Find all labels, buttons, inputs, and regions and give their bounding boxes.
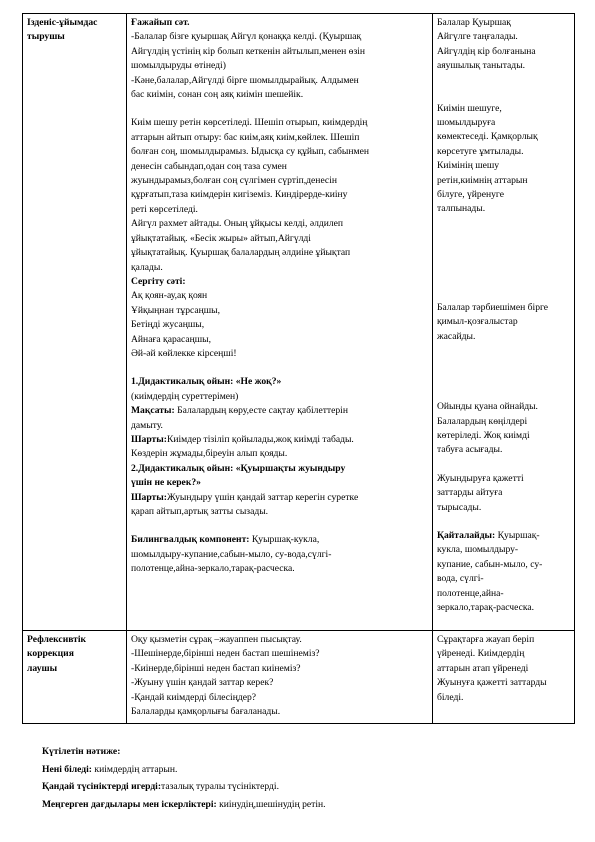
text-line: Қуыршақ- xyxy=(495,529,540,541)
text-line: (киімдердің суреттерімен) xyxy=(131,390,239,402)
knows-value: киімдердің аттарын. xyxy=(92,763,178,775)
text-line: Киімдер тізіліп қойылады,жоқ киімді табады. xyxy=(166,433,354,445)
text-line: зеркало,тарақ-расческа. xyxy=(437,601,535,613)
text-line: Айгүлге таңғалады. xyxy=(437,31,518,43)
text-line: Киімінің шешу xyxy=(437,160,500,172)
text-line: ретін,киімнің аттарын xyxy=(437,174,528,186)
text-line: Ойынды қуана ойнайды. xyxy=(437,401,538,413)
stage-label: Рефлексивтік xyxy=(27,634,87,645)
text-line: -Жуыну үшін қандай заттар керек? xyxy=(131,677,274,689)
text-line: Қуыршақ-кукла, xyxy=(249,534,320,546)
text-line: Жуындыру үшін қандай заттар керегін суретке xyxy=(166,491,359,503)
text-line: шомылдыруды өтінеді) xyxy=(131,60,226,72)
ideas-value: тазалық туралы түсініктерді. xyxy=(161,781,279,792)
text-line: Айгүлдің үстінің кір болып кеткенін айтылып,менен өзін xyxy=(131,45,366,57)
text-line: құрғатып,таза киімдерін кигіземіз. Киндірерде-киіну xyxy=(131,189,348,201)
text-line: тырысады. xyxy=(437,501,482,513)
text-line: -Киінерде,бірінші неден бастап киінеміз? xyxy=(131,662,301,674)
text-line: шомылдыруға xyxy=(437,117,496,129)
poem-line: Әй-әй көйлекке кірсеңші! xyxy=(131,347,237,359)
results-heading: Күтілетін нәтиже: xyxy=(42,746,121,757)
stage-label: лаушы xyxy=(27,662,58,674)
text-line: аяушылық танытады. xyxy=(437,60,526,72)
content-cell xyxy=(127,631,433,724)
section-heading: Сергіту сәті: xyxy=(131,275,186,287)
text-line: заттарды айтуға xyxy=(437,487,503,499)
text-line: аттарын айтып отыру: бас киім,аяқ киім,көйлек. Шешіп xyxy=(131,131,360,143)
text-line: табуға асығады. xyxy=(437,444,503,456)
section-heading: Ғажайып сәт. xyxy=(131,17,190,28)
text-line: Айгүл рахмет айтады. Оның ұйқысы келді, әлдилеп xyxy=(131,218,344,230)
result-label: Қайталайды: xyxy=(437,529,496,541)
poem-line: Ұйқыңнан тұрсаңшы, xyxy=(131,304,221,316)
stage-cell xyxy=(23,14,127,631)
text-line: вода, сүлгі- xyxy=(437,573,484,585)
text-line: жуындырамыз,болған соң сүлгімен сүртіп,денесін xyxy=(131,175,337,187)
text-line: Балалар Қуыршақ xyxy=(437,17,511,28)
text-line: аттарын атап үйренеді xyxy=(437,662,529,674)
text-line: реті көрсетіледі. xyxy=(131,203,198,215)
text-line: Сұрақтарға жауап беріп xyxy=(437,634,535,645)
text-line: полотенце,айна- xyxy=(437,587,504,599)
expected-results xyxy=(42,743,562,813)
ideas-label: Қандай түсініктерді игерді: xyxy=(42,781,162,792)
game-title: 2.Дидактикалық ойын: «Қуыршақты жуындыру xyxy=(131,462,346,474)
text-line: көрсетуге ұмтылады. xyxy=(437,145,524,157)
bilingual-label: Билингвалдық компонент: xyxy=(131,534,250,546)
skills-value: киінудің,шешінудің ретін. xyxy=(216,798,326,810)
text-line: Жуындыруға қажетті xyxy=(437,472,524,484)
text-line: Айгүлдің кір болғанына xyxy=(437,45,536,57)
text-line: қалады. xyxy=(131,261,163,273)
text-line: Жуынуға қажетті заттарды xyxy=(437,677,547,689)
text-line: Көздерін жұмады,біреуін алып қояды. xyxy=(131,448,288,460)
text-line: -Қандай киімдерді білесіңдер? xyxy=(131,691,257,703)
text-line: талпынады. xyxy=(437,203,486,215)
text-line: Балалардың көңілдері xyxy=(437,415,528,427)
text-line: бас киімін, сонан соң аяқ киімін шешейік. xyxy=(131,89,304,101)
knows-label: Нені біледі: xyxy=(42,763,93,775)
text-line: ұйықтатайық. Қуыршақ балалардың әлдиіне ұйықтап xyxy=(131,247,351,259)
text-line: қарап айтып,артық затты сызады. xyxy=(131,506,269,517)
text-line: полотенце,айна-зеркало,тарақ-расческа. xyxy=(131,563,295,575)
content-cell xyxy=(127,14,433,631)
text-line: біледі. xyxy=(437,691,464,703)
text-line: денесін сабындап,одан соң таза сумен xyxy=(131,160,287,172)
text-line: болған соң, шомылдырамыз. Ыдысқа су құйып, сабынмен xyxy=(131,146,369,158)
stage-label: коррекция xyxy=(27,648,74,660)
text-line: Киімін шешуге, xyxy=(437,102,502,114)
rules-label: Шарты: xyxy=(131,433,167,445)
text-line: -Шешінерде,бірінші неден бастап шешінеміз? xyxy=(131,648,320,660)
poem-line: Бетіңді жусаңшы, xyxy=(131,319,205,331)
skills-label: Меңгерген дағдылары мен іскерліктері: xyxy=(42,798,217,810)
game-title: үшін не керек?» xyxy=(131,477,201,489)
text-line: шомылдыру-купание,сабын-мыло, су-вода,сүлгі- xyxy=(131,548,332,560)
text-line: көмектеседі. Қамқорлық xyxy=(437,131,538,143)
lesson-plan-table xyxy=(22,13,575,724)
poem-line: Ақ қоян-ау,ақ қоян xyxy=(131,290,208,302)
text-line: ұйықтатайық. «Бесік жыры» айтып,Айгүлді xyxy=(131,232,311,244)
text-line: қимыл-қозғалыстар xyxy=(437,316,518,328)
text-line: Балалардың көру,есте сақтау қабілеттерін xyxy=(174,405,348,417)
text-line: кукла, шомылдыру- xyxy=(437,544,519,556)
game-title: 1.Дидактикалық ойын: «Не жоқ?» xyxy=(131,376,282,388)
stage-cell xyxy=(23,631,127,724)
text-line: көтеріледі. Жоқ киімді xyxy=(437,429,530,441)
text-line: жасайды. xyxy=(437,330,476,342)
text-line: Киім шешу ретін көрсетіледі. Шешіп отырып, киімдердің xyxy=(131,117,368,129)
table-row xyxy=(23,14,575,631)
text-line: Балалар тәрбиешімен бірге xyxy=(437,301,549,313)
text-line: білуге, үйренуге xyxy=(437,189,504,201)
table-row xyxy=(23,631,575,724)
text-line: купание, сабын-мыло, су- xyxy=(437,558,543,570)
text-line: -Балалар бізге қуыршақ Айгүл қонаққа келді. (Қуыршақ xyxy=(131,31,362,43)
rules-label: Шарты: xyxy=(131,491,167,503)
text-line: Балаларды қамқорлығы бағаланады. xyxy=(131,706,281,718)
children-activity-cell xyxy=(433,14,575,631)
text-line: Оқу қызметін сұрақ –жауаппен пысықтау. xyxy=(131,634,302,645)
stage-label: Ізденіс-ұйымдас тырушы xyxy=(27,17,98,43)
text-line: үйренеді. Киімдердің xyxy=(437,648,525,660)
children-activity-cell xyxy=(433,631,575,724)
poem-line: Айнаға қарасаңшы, xyxy=(131,333,212,345)
text-line: дамыту. xyxy=(131,419,163,431)
text-line: -Кәне,балалар,Айгүлді бірге шомылдырайық. Алдымен xyxy=(131,74,359,86)
goal-label: Мақсаты: xyxy=(131,405,175,417)
